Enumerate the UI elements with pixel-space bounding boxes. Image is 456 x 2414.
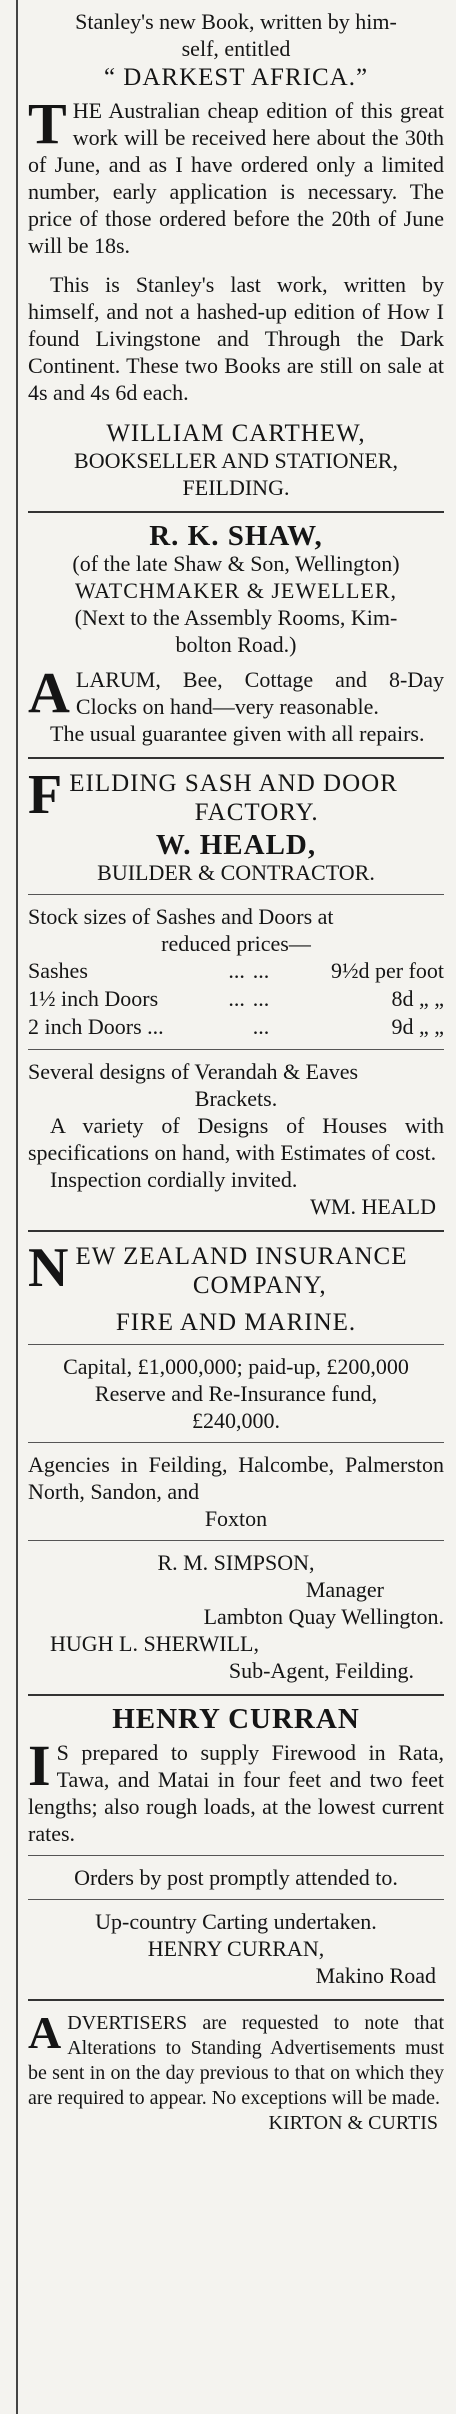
drop-cap: F — [28, 764, 64, 826]
insurance-title-2: COMPANY, — [192, 1272, 327, 1299]
shaw-line-1: (of the late Shaw & Son, Wellington) — [72, 551, 400, 576]
heald-paragraph-1: Stock sizes of Sashes and Doors at — [28, 904, 334, 929]
shaw-name: R. K. SHAW, — [149, 520, 323, 552]
divider — [28, 1049, 444, 1050]
price-dots: ... — [252, 958, 270, 983]
shaw-trade: WATCHMAKER & JEWELLER, — [74, 578, 398, 603]
intro-line-1: Stanley's new Book, written by him- — [75, 9, 397, 34]
price-row — [28, 985, 444, 1013]
divider — [28, 1855, 444, 1856]
divider — [28, 1442, 444, 1443]
drop-cap: N — [28, 1237, 70, 1299]
price-dots — [228, 1013, 252, 1041]
stanley-paragraph-2: This is Stanley's last work, written by himself, and not a hashed-up edition of How I found Livingstone and Through the Dark Continent. These two Books are still on sale at 4s and 4s 6d each. — [28, 272, 444, 405]
price-value: 9½d per foot — [330, 958, 444, 983]
drop-cap: A — [28, 2007, 62, 2058]
insurance-subtitle: FIRE AND MARINE. — [115, 1309, 357, 1336]
heald-trade: BUILDER & CONTRACTOR. — [97, 860, 375, 885]
drop-cap: I — [28, 1733, 51, 1798]
curran-paragraph-1: S prepared to supply Firewood in Rata, Tawa, and Matai in four feet and two feet lengths; also rough loads, at the lowest current rates. — [28, 1740, 444, 1846]
ad-henry-curran — [28, 1703, 444, 1989]
divider — [28, 1344, 444, 1345]
curran-address: Makino Road — [315, 1963, 436, 1988]
price-dots: ... — [228, 986, 245, 1011]
drop-cap: T — [28, 91, 67, 156]
price-row — [28, 957, 444, 985]
shaw-paragraph-1: LARUM, Bee, Cottage and 8-Day Clocks on hand—very reasonable. — [75, 667, 444, 719]
agencies-line-b: Foxton — [204, 1506, 268, 1531]
divider — [28, 1540, 444, 1541]
divider — [28, 511, 444, 513]
divider — [28, 894, 444, 895]
heald-paragraph-1b: reduced prices— — [161, 931, 311, 956]
capital-line: Capital, £1,000,000; paid-up, £200,000 — [63, 1354, 409, 1379]
heald-paragraph-4: Inspection cordially invited. — [50, 1167, 298, 1192]
divider — [28, 1694, 444, 1696]
divider — [28, 1230, 444, 1232]
stanley-paragraph-1: HE Australian cheap edition of this great work will be received here about the 30th of June, and as I have ordered only a limited number, early application is necessary. The price of those ordered before the 20th of June will be 18s. — [28, 98, 444, 258]
price-item: Sashes — [28, 958, 88, 983]
shaw-line-3: (Next to the Assembly Rooms, Kim- — [74, 605, 398, 630]
notice-signature: KIRTON & CURTIS — [268, 2112, 438, 2134]
agencies-line: Agencies in Feilding, Halcombe, Palmerston North, Sandon, and — [28, 1452, 444, 1504]
bookseller-trade: BOOKSELLER AND STATIONER, — [74, 448, 398, 473]
price-dots: ... — [252, 986, 270, 1011]
price-item: 2 inch Doors ... — [28, 1014, 164, 1039]
factory-title-1: EILDING SASH AND DOOR — [69, 770, 398, 797]
shaw-paragraph-2: The usual guarantee given with all repairs. — [50, 721, 425, 746]
divider — [28, 757, 444, 759]
intro-line-2: self, entitled — [181, 36, 291, 61]
agent-title: Sub-Agent, Feilding. — [228, 1658, 414, 1683]
reserve-amount: £240,000. — [192, 1408, 280, 1433]
bookseller-name: WILLIAM CARTHEW, — [106, 420, 366, 447]
divider — [28, 1999, 444, 2001]
insurance-title-1: EW ZEALAND INSURANCE — [75, 1243, 408, 1270]
price-value: 8d „ „ — [391, 986, 444, 1011]
curran-paragraph-3: Up-country Carting undertaken. — [95, 1909, 377, 1934]
manager-title: Manager — [305, 1577, 384, 1602]
ad-nz-insurance — [28, 1237, 444, 1684]
price-table — [28, 957, 444, 1041]
heald-paragraph-3: A variety of Designs of Houses with specifications on hand, with Estimates of cost. — [28, 1113, 444, 1165]
bookseller-town: FEILDING. — [182, 475, 290, 500]
book-title: “ DARKEST AFRICA.” — [103, 64, 369, 91]
curran-paragraph-2: Orders by post promptly attended to. — [74, 1865, 398, 1890]
heald-paragraph-2: Several designs of Verandah & Eaves — [28, 1059, 359, 1084]
curran-signature: HENRY CURRAN, — [147, 1936, 325, 1961]
divider — [28, 1899, 444, 1900]
ad-heald-factory — [28, 764, 444, 1220]
heald-paragraph-2b: Brackets. — [194, 1086, 278, 1111]
manager-location: Lambton Quay Wellington. — [203, 1604, 444, 1629]
ad-notice-advertisers — [28, 2007, 444, 2136]
notice-text: DVERTISERS are requested to note that Alterations to Standing Advertisements must be sent in on the day previous to that on which they are required to appear. No exceptions will be made. — [28, 2012, 444, 2109]
shaw-line-4: bolton Road.) — [175, 632, 297, 657]
ad-shaw-watchmaker — [28, 520, 444, 747]
agent-name: HUGH L. SHERWILL, — [50, 1631, 259, 1656]
ad-stanley-book — [28, 8, 444, 501]
price-value: 9d „ „ — [391, 1014, 444, 1039]
heald-name: W. HEALD, — [155, 829, 317, 861]
curran-name: HENRY CURRAN — [112, 1703, 360, 1735]
price-dots: ... — [252, 1014, 270, 1039]
drop-cap: A — [28, 660, 70, 725]
factory-title-2: FACTORY. — [194, 799, 319, 826]
price-item: 1½ inch Doors — [28, 986, 159, 1011]
price-row — [28, 1013, 444, 1041]
heald-signature: WM. HEALD — [310, 1194, 436, 1219]
reserve-line: Reserve and Re-Insurance fund, — [94, 1381, 378, 1406]
newspaper-column — [16, 0, 450, 2414]
price-dots: ... — [228, 958, 245, 983]
manager-name: R. M. SIMPSON, — [157, 1550, 315, 1575]
